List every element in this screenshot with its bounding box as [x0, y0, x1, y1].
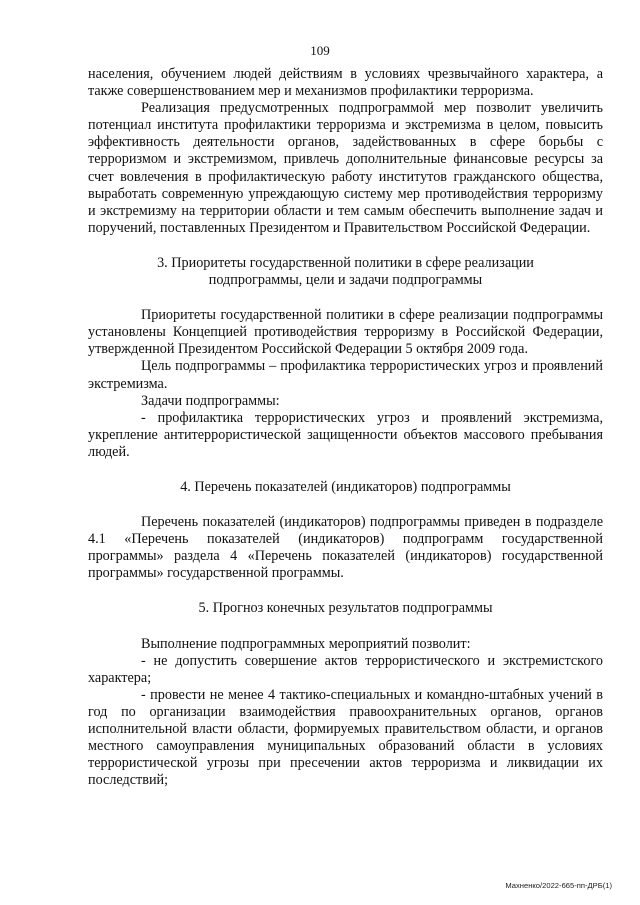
paragraph: населения, обучением людей действиям в условиях чрезвычайного характера, а также совершенствованием мер и механизмов профилактики терроризма.	[88, 66, 603, 100]
page-number: 109	[310, 43, 330, 58]
section-4-heading: 4. Перечень показателей (индикаторов) подпрограммы	[180, 478, 511, 495]
paragraph: Приоритеты государственной политики в сфере реализации подпрограммы установлены Концепцией противодействия терроризму в Российской Федерации, утвержденной Президентом Российской Федерации 5 октября 2009 года.	[88, 307, 603, 358]
paragraph: Выполнение подпрограммных мероприятий позволит:	[141, 635, 471, 652]
paragraph: Реализация предусмотренных подпрограммой мер позволит увеличить потенциал института профилактики терроризма и экстремизма в целом, повысить эффективность деятельности органов, задействованных в сфере борьбы с терроризмом и экстремизмом, привлечь дополнительные финансовые ресурсы за счет вовлечения в профилактическую работу институтов гражданского общества, выработать современную упреждающую систему мер противодействия терроризму и экстремизму на территории области и тем самым обеспечить выполнение задач и поручений, поставленных Президентом и Правительством Российской Федерации.	[88, 100, 603, 236]
section-3-heading-line-1: 3. Приоритеты государственной политики в сфере реализации	[157, 254, 534, 271]
paragraph: - профилактика террористических угроз и проявлений экстремизма, укрепление антитеррористической защищенности объектов массового пребывания людей.	[88, 409, 603, 460]
paragraph: - не допустить совершение актов террористического и экстремистского характера;	[88, 652, 603, 686]
document-footer-code: Махненко/2022-665-пп-ДРБ(1)	[505, 881, 612, 890]
section-5-heading: 5. Прогноз конечных результатов подпрограммы	[198, 600, 493, 617]
paragraph: Цель подпрограммы – профилактика террористических угроз и проявлений экстремизма.	[88, 358, 603, 392]
section-3-heading	[88, 255, 603, 289]
paragraph: Перечень показателей (индикаторов) подпрограммы приведен в подразделе 4.1 «Перечень показателей (индикаторов) подпрограмм государственной программы» раздела 4 «Перечень показателей (индикаторов) государственной программы» государственной программы.	[88, 514, 603, 582]
paragraph: - провести не менее 4 тактико-специальных и командно-штабных учений в год по организации взаимодействия правоохранительных органов, органов исполнительной власти области, формируемых правительством области, и органов местного самоуправления муниципальных образований области в условиях террористической угрозы при пресечении актов терроризма и ликвидации их последствий;	[88, 686, 603, 789]
paragraph: Задачи подпрограммы:	[141, 392, 280, 409]
page-body	[88, 66, 603, 789]
section-3-heading-line-2: подпрограммы, цели и задачи подпрограммы	[208, 272, 483, 289]
